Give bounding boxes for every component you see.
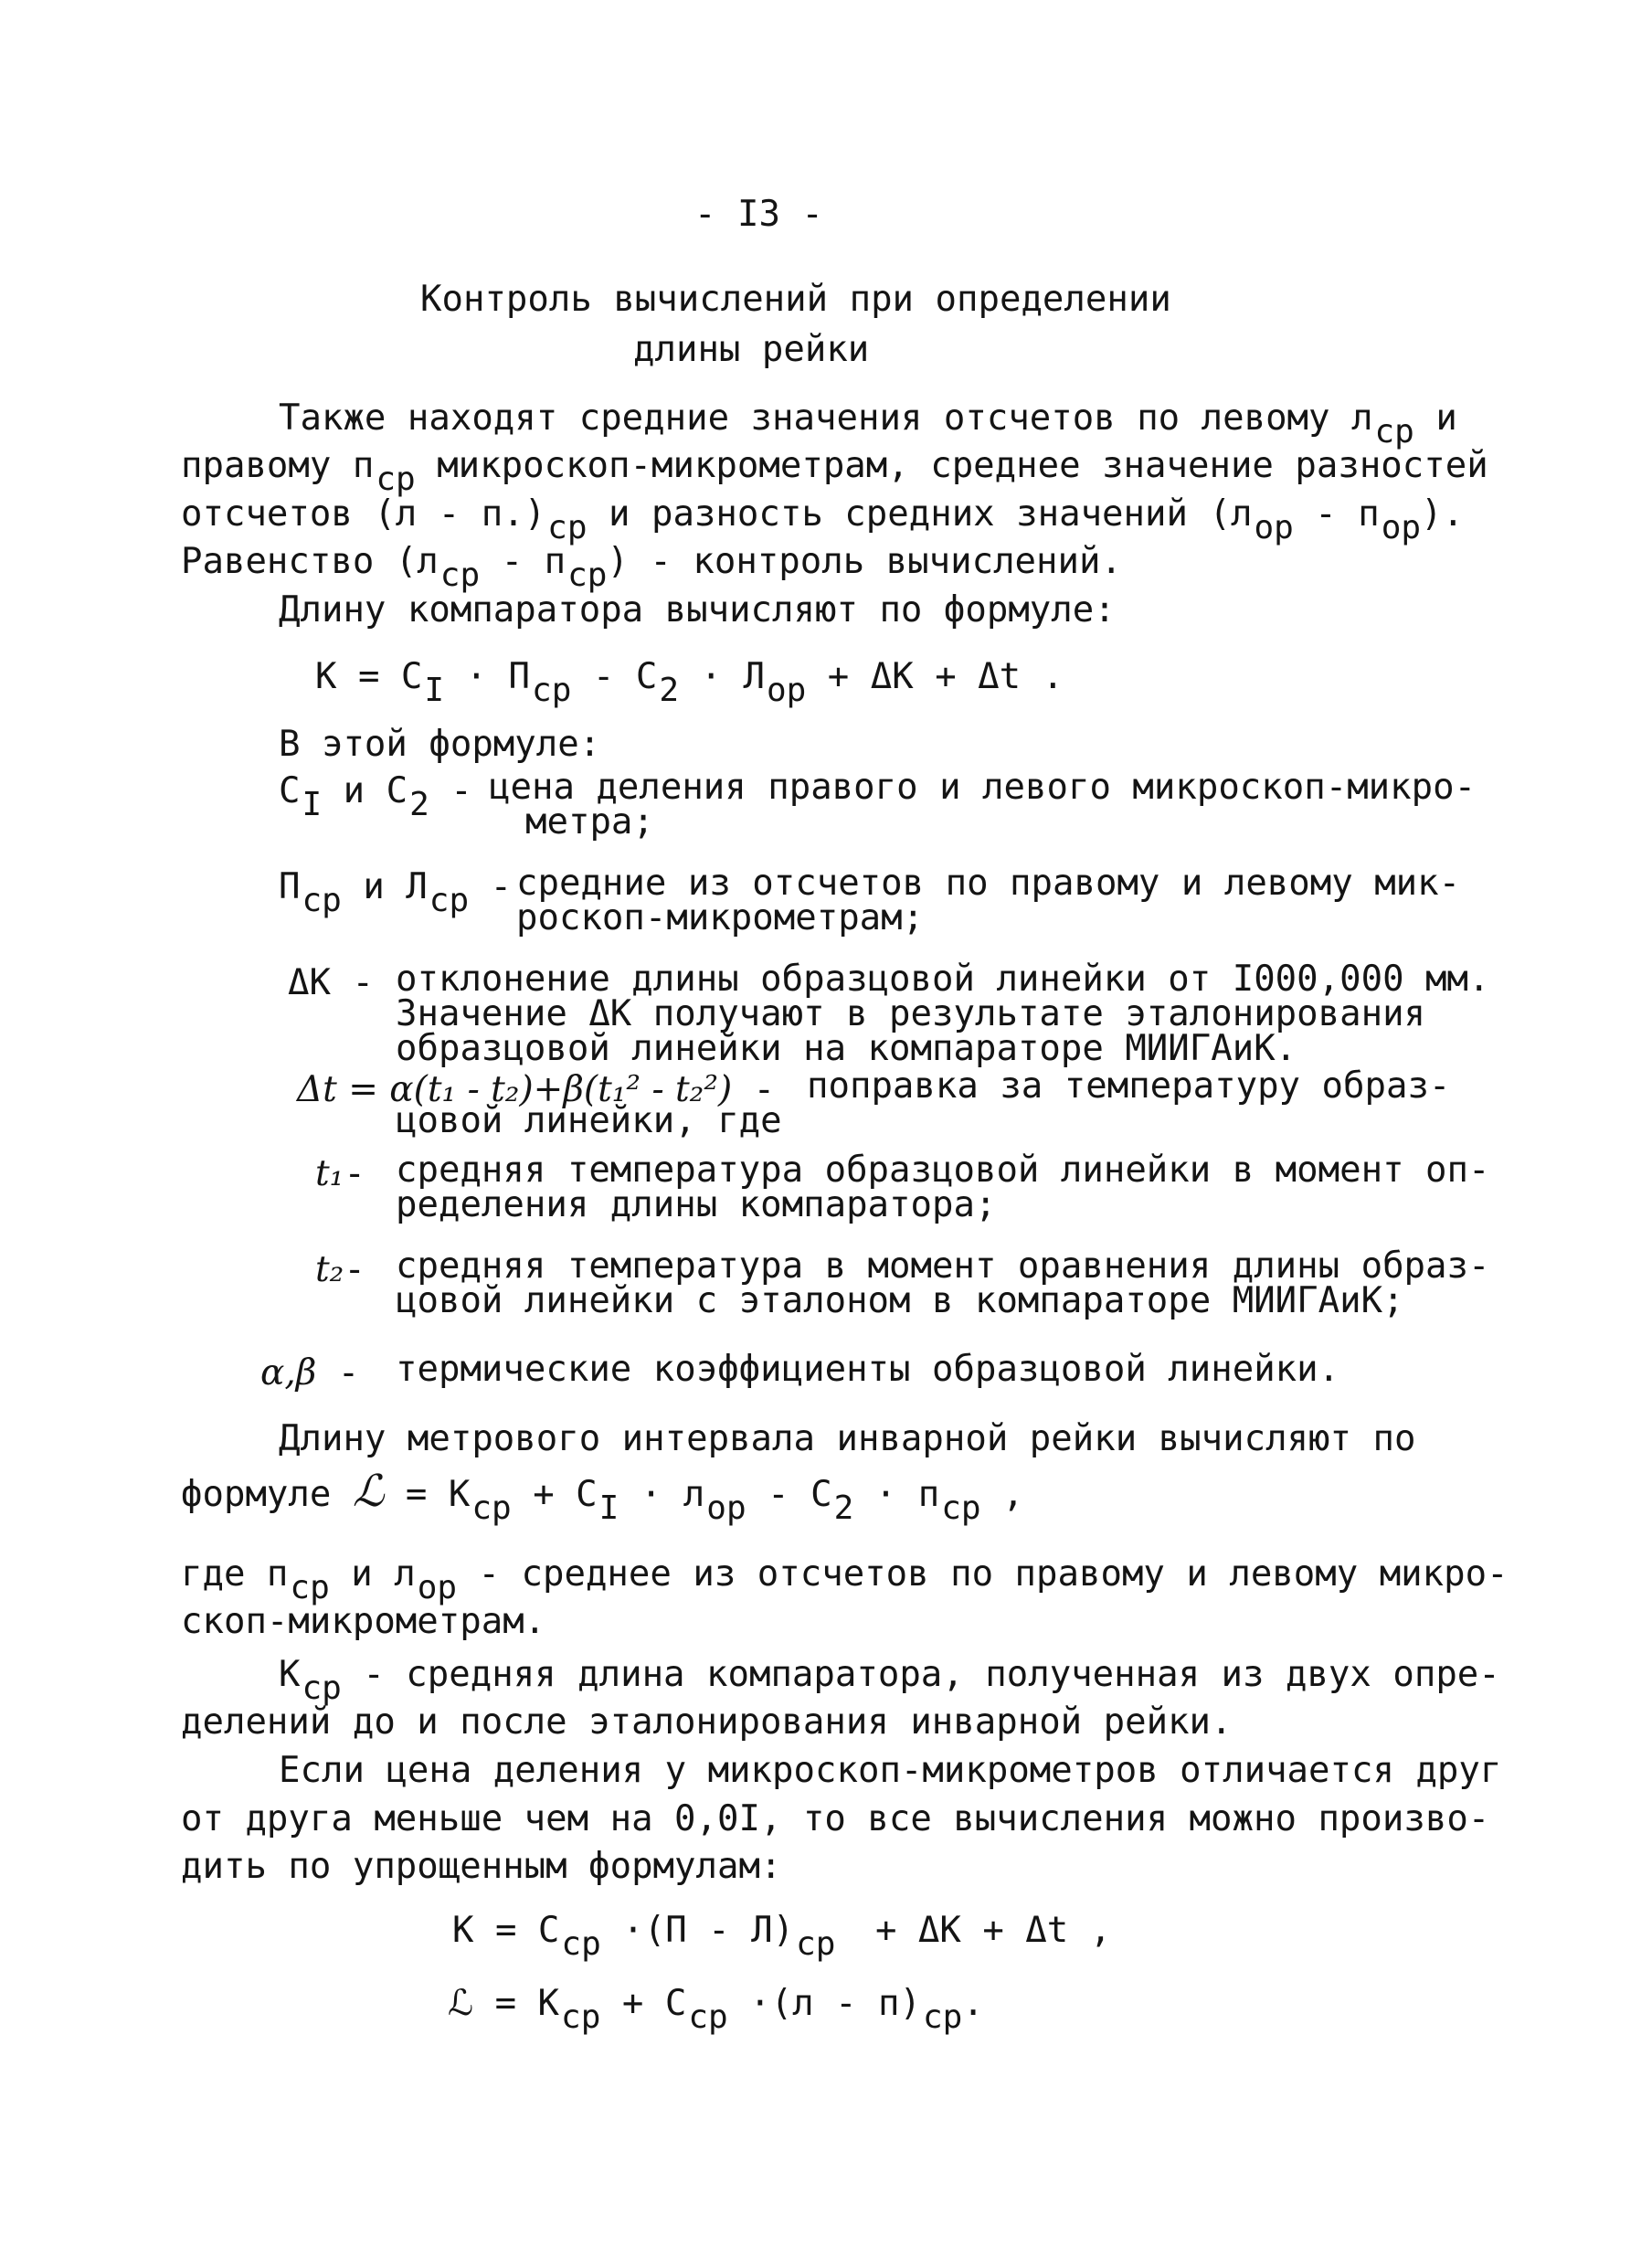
subscript: ср: [302, 1669, 342, 1707]
subscript: ср: [290, 1569, 330, 1606]
symbol-L: ℒ: [352, 1466, 385, 1517]
intro-line-3: [181, 493, 1465, 546]
expression: (л - п.): [374, 493, 546, 535]
symbol: t₁: [315, 1153, 344, 1194]
subscript: ср: [567, 556, 608, 594]
intro-text: ) - контроль вычислений.: [607, 541, 1122, 582]
formula-part: + С: [533, 1474, 598, 1515]
intro-text: и: [1435, 397, 1457, 439]
subscript: 2: [833, 1489, 854, 1527]
expression: ).: [1421, 493, 1465, 535]
subscript: ср: [376, 461, 416, 498]
subscript: ср: [429, 882, 470, 919]
section-heading-line2: длины рейки: [633, 329, 870, 370]
formula-part: .: [962, 1983, 984, 2024]
formula-part: ·(л - п): [749, 1983, 921, 2024]
definition-text: [396, 959, 1490, 1069]
formula-part: К = С: [452, 1910, 560, 1951]
formula-part: + С: [621, 1983, 687, 2024]
subscript: ср: [561, 1925, 601, 1963]
in-formula-label: В этой формуле:: [279, 724, 601, 765]
subscript: ср: [471, 1489, 512, 1527]
kcp-line-1: [279, 1654, 1500, 1707]
intro-text: микроскоп-микрометрам, среднее значение разностей: [437, 445, 1488, 486]
subscript: ор: [1381, 509, 1422, 546]
symbol-l: л: [1351, 397, 1373, 439]
expression: (л: [1209, 493, 1253, 535]
text: - среднее из отсчетов по правому и левому микро-: [478, 1553, 1509, 1595]
formula-part: ℒ = К: [448, 1983, 560, 2024]
intro-line-4: [181, 541, 1122, 594]
where-line-2: скоп-микрометрам.: [181, 1601, 546, 1642]
symbol: С: [279, 770, 301, 811]
kcp-line-2: делений до и после эталонирования инварной рейки.: [181, 1701, 1233, 1743]
expression: - п: [1315, 493, 1380, 535]
dash: -: [490, 866, 513, 907]
definition-symbol: [288, 962, 374, 1005]
subscript: ср: [439, 556, 481, 594]
dash: -: [753, 1069, 776, 1110]
formula-part: · п: [874, 1474, 940, 1515]
subscript: ср: [1374, 413, 1414, 450]
formula-part: · л: [640, 1474, 705, 1515]
formula-simplified-k: [452, 1910, 1112, 1963]
symbol-k: К: [279, 1654, 301, 1695]
subscript: ср: [532, 672, 572, 709]
subscript: ср: [941, 1489, 981, 1527]
formula-part: + ΔК + Δt .: [827, 656, 1064, 697]
definition-line: термические коэффициенты образцовой линейки.: [396, 1349, 1340, 1390]
subscript: ср: [547, 509, 588, 546]
where-line-1: [181, 1553, 1509, 1606]
definition-text: [489, 767, 1477, 843]
intro-line-2: [181, 445, 1488, 498]
symbol: и Л: [341, 866, 428, 907]
subscript: ор: [706, 1489, 746, 1527]
definition-line: цена деления правого и левого микроскоп-микро-: [489, 767, 1477, 808]
definition-line: Значение ΔК получают в результате эталонирования: [396, 993, 1426, 1034]
dash: -: [450, 770, 472, 811]
definition-text: [396, 1349, 1340, 1390]
symbol: Δt = α(t₁ - t₂)+β(t₁² - t₂²): [297, 1069, 733, 1110]
formula-simplified-L: [448, 1983, 984, 2036]
symbol: ΔК: [288, 962, 331, 1003]
definition-symbol: [315, 1153, 365, 1196]
definition-line: средняя температура образцовой линейки в момент оп-: [396, 1150, 1490, 1191]
definition-line: поправка за температуру образ-: [807, 1065, 1451, 1107]
formula-part: · Л: [700, 656, 765, 697]
dash: -: [337, 1352, 360, 1394]
formula-part: К = С: [315, 656, 423, 697]
subscript: ор: [1254, 509, 1294, 546]
subscript: ср: [561, 1998, 601, 2036]
definition-line: роскоп-микрометрам;: [516, 897, 925, 938]
formula-part: - С: [592, 656, 658, 697]
subscript: ср: [796, 1925, 836, 1963]
text: и л: [351, 1553, 416, 1595]
definition-line: метра;: [525, 801, 654, 843]
text: формуле: [181, 1474, 332, 1515]
formula-intro: Длину компаратора вычисляют по формуле:: [279, 589, 1116, 631]
definition-line: средняя температура в момент оравнения длины образ-: [396, 1245, 1490, 1287]
subscript: I: [424, 672, 445, 709]
formula-part: ,: [1002, 1474, 1024, 1515]
intro-text: отсчетов: [181, 493, 353, 535]
text: - средняя длина компаратора, полученная из двух опре-: [363, 1654, 1500, 1695]
metre-formula: [181, 1466, 1024, 1527]
formula-part: + ΔК + Δt ,: [874, 1910, 1112, 1951]
subscript: ср: [923, 1998, 963, 2036]
definition-line: ределения длины компаратора;: [396, 1184, 997, 1225]
definition-line: отклонение длины образцовой линейки от I000,000 мм.: [396, 959, 1490, 1000]
formula-part: ·(П - Л): [622, 1910, 795, 1951]
subscript: 2: [409, 786, 429, 823]
simplified-line-3: дить по упрощенным формулам:: [181, 1846, 782, 1887]
intro-text: Равенство: [181, 541, 375, 582]
expression: (л: [395, 541, 439, 582]
subscript: ср: [688, 1998, 728, 2036]
dash: -: [352, 962, 374, 1003]
metre-line-1: Длину метрового интервала инварной рейки вычисляют по: [279, 1418, 1416, 1459]
subscript: ср: [302, 882, 342, 919]
symbol: и С: [322, 770, 408, 811]
simplified-line-1: Если цена деления у микроскоп-микрометров отличается друг: [279, 1750, 1502, 1791]
intro-line-1: [279, 397, 1457, 450]
definition-line: цовой линейки, где: [396, 1100, 782, 1141]
symbol: α,β: [260, 1352, 317, 1394]
formula-part: - С: [768, 1474, 832, 1515]
intro-text: правому: [181, 445, 332, 486]
symbol: П: [279, 866, 301, 907]
section-heading-line1: Контроль вычислений при определении: [420, 279, 1171, 320]
page-number: - I3 -: [694, 194, 823, 235]
subscript: I: [302, 786, 323, 823]
subscript: 2: [659, 672, 680, 709]
definition-line: средние из отсчетов по правому и левому мик-: [516, 863, 1461, 904]
formula-part: = К: [405, 1474, 471, 1515]
formula-comparator-length: [315, 656, 1064, 709]
subscript: ор: [766, 672, 807, 709]
definition-symbol: [279, 866, 513, 919]
subscript: I: [598, 1489, 619, 1527]
definition-symbol: [279, 770, 472, 823]
definition-symbol: [260, 1352, 359, 1395]
intro-text: Также находят средние значения отсчетов по левому: [279, 397, 1330, 439]
definition-text: [396, 1245, 1490, 1321]
subscript: ор: [417, 1569, 458, 1606]
dash: -: [344, 1249, 365, 1290]
simplified-line-2: от друга меньше чем на 0,0I, то все вычисления можно произво-: [181, 1798, 1490, 1839]
dash: -: [344, 1153, 365, 1194]
intro-text: и разность средних значений: [609, 493, 1188, 535]
symbol: t₂: [315, 1249, 344, 1290]
definition-text: [396, 1065, 1451, 1141]
expression: - п: [501, 541, 566, 582]
definition-text: [396, 1150, 1490, 1225]
definition-symbol: [315, 1249, 365, 1292]
text: где п: [181, 1553, 289, 1595]
definition-line: образцовой линейки на компараторе МИИГАиК.: [396, 1028, 1297, 1069]
definition-line: цовой линейки с эталоном в компараторе МИИГАиК;: [396, 1280, 1404, 1321]
definition-text: [516, 863, 1461, 938]
symbol-p: п: [352, 445, 375, 486]
formula-part: · П: [465, 656, 531, 697]
